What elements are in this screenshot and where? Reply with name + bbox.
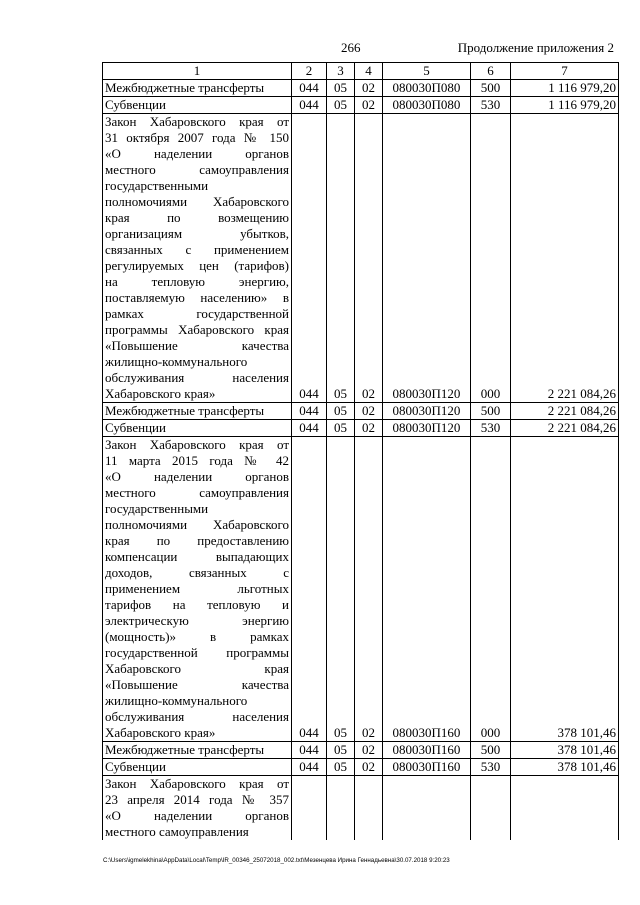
row-name-line: 31 октября 2007 года № 150 (105, 130, 289, 145)
ministry-code: 044 (292, 114, 327, 403)
row-name-line: государственной программы (105, 645, 289, 660)
row-name-line: рамках государственной (105, 306, 289, 321)
ministry-code: 044 (292, 420, 327, 437)
target-article-code: 080030П160 (383, 742, 471, 759)
section-code: 05 (327, 403, 355, 420)
amount: 2 221 084,26 (511, 114, 619, 403)
row-name-line: местного самоуправления (105, 485, 289, 500)
row-name-line: обслуживания населения (105, 709, 289, 724)
row-name-line: на тепловую энергию, (105, 274, 289, 289)
target-article-code: 080030П080 (383, 97, 471, 114)
column-header: 4 (355, 63, 383, 80)
row-name-line: организациям убытков, (105, 226, 289, 241)
row-name-line: применением льготных (105, 581, 289, 596)
amount: 1 116 979,20 (511, 97, 619, 114)
column-header: 7 (511, 63, 619, 80)
subsection-code: 02 (355, 437, 383, 742)
row-name-line: полномочиями Хабаровского (105, 517, 289, 532)
subsection-code: 02 (355, 759, 383, 776)
ministry-code: 044 (292, 759, 327, 776)
column-header: 6 (471, 63, 511, 80)
row-name-line: полномочиями Хабаровского (105, 194, 289, 209)
row-name-line: «Повышение качества (105, 677, 289, 692)
row-name-line: Хабаровского края (105, 661, 289, 676)
row-name: Межбюджетные трансферты (103, 80, 292, 97)
table-row (103, 437, 619, 742)
row-name-line: Закон Хабаровского края от (105, 437, 289, 452)
row-name-line: государственными (105, 178, 209, 193)
column-header: 3 (327, 63, 355, 80)
subsection-code: 02 (355, 403, 383, 420)
subsection-code: 02 (355, 742, 383, 759)
row-name: Межбюджетные трансферты (103, 403, 292, 420)
ministry-code: 044 (292, 742, 327, 759)
expense-type-code: 000 (471, 114, 511, 403)
row-name-line: «О наделении органов (105, 146, 289, 161)
row-name-line: Хабаровского края» (105, 725, 216, 740)
table-row (103, 97, 619, 114)
column-header: 2 (292, 63, 327, 80)
row-name-line: края по предоставлению (105, 533, 289, 548)
row-name: Субвенции (103, 759, 292, 776)
row-name (103, 114, 292, 403)
row-name-line: поставляемую населению» в (105, 290, 289, 305)
row-name-line: обслуживания населения (105, 370, 289, 385)
row-name: Субвенции (103, 97, 292, 114)
expense-type-code: 500 (471, 742, 511, 759)
expense-type-code: 530 (471, 97, 511, 114)
page-number: 266 (341, 40, 361, 55)
row-name-line: программы Хабаровского края (105, 322, 289, 337)
row-name-line: 11 марта 2015 года № 42 (105, 453, 289, 468)
ministry-code: 044 (292, 437, 327, 742)
row-name-line: тарифов на тепловую и (105, 597, 289, 612)
amount: 1 116 979,20 (511, 80, 619, 97)
target-article-code: 080030П120 (383, 420, 471, 437)
table-row (103, 403, 619, 420)
row-name-line: государственными (105, 501, 209, 516)
amount: 378 101,46 (511, 759, 619, 776)
budget-table (102, 62, 619, 840)
expense-type-code: 500 (471, 80, 511, 97)
continuation-label: Продолжение приложения 2 (457, 40, 614, 55)
subsection-code: 02 (355, 114, 383, 403)
amount: 378 101,46 (511, 437, 619, 742)
expense-type-code (471, 776, 511, 841)
row-name-line: края по возмещению (105, 210, 289, 225)
target-article-code (383, 776, 471, 841)
row-name-line: доходов, связанных с (105, 565, 289, 580)
row-name-line: «Повышение качества (105, 338, 289, 353)
amount: 378 101,46 (511, 742, 619, 759)
amount (511, 776, 619, 841)
row-name-line: «О наделении органов (105, 469, 289, 484)
target-article-code: 080030П120 (383, 114, 471, 403)
row-name: Межбюджетные трансферты (103, 742, 292, 759)
target-article-code: 080030П160 (383, 437, 471, 742)
section-code: 05 (327, 759, 355, 776)
table-header-row (103, 63, 619, 80)
row-name-line: компенсации выпадающих (105, 549, 289, 564)
table-row (103, 776, 619, 841)
ministry-code (292, 776, 327, 841)
amount: 2 221 084,26 (511, 420, 619, 437)
row-name-line: жилищно-коммунального (105, 693, 248, 708)
row-name-line: электрическую энергию (105, 613, 289, 628)
table-row (103, 420, 619, 437)
subsection-code: 02 (355, 420, 383, 437)
row-name: Субвенции (103, 420, 292, 437)
row-name-line: (мощность)» в рамках (105, 629, 289, 644)
subsection-code: 02 (355, 80, 383, 97)
table-row (103, 759, 619, 776)
row-name-line: жилищно-коммунального (105, 354, 248, 369)
amount: 2 221 084,26 (511, 403, 619, 420)
expense-type-code: 000 (471, 437, 511, 742)
row-name-line: Закон Хабаровского края от (105, 114, 289, 129)
row-name-line: Закон Хабаровского края от (105, 776, 289, 791)
row-name (103, 776, 292, 841)
row-name-line: «О наделении органов (105, 808, 289, 823)
target-article-code: 080030П120 (383, 403, 471, 420)
row-name-line: связанных с применением (105, 242, 289, 257)
row-name (103, 437, 292, 742)
ministry-code: 044 (292, 403, 327, 420)
target-article-code: 080030П160 (383, 759, 471, 776)
section-code (327, 776, 355, 841)
file-path-footer: C:\Users\igmelekhina\AppData\Local\Temp\IR_00346_25072018_002.txt\Мезенцева Ирина Геннадьевна\30.07.2018 9:20:23 (103, 857, 450, 864)
table-row (103, 742, 619, 759)
table-row (103, 114, 619, 403)
expense-type-code: 530 (471, 759, 511, 776)
section-code: 05 (327, 437, 355, 742)
expense-type-code: 500 (471, 403, 511, 420)
section-code: 05 (327, 420, 355, 437)
row-name-line: местного самоуправления (105, 162, 289, 177)
column-header: 5 (383, 63, 471, 80)
section-code: 05 (327, 114, 355, 403)
table-row (103, 80, 619, 97)
target-article-code: 080030П080 (383, 80, 471, 97)
subsection-code: 02 (355, 97, 383, 114)
subsection-code (355, 776, 383, 841)
row-name-line: 23 апреля 2014 года № 357 (105, 792, 289, 807)
ministry-code: 044 (292, 80, 327, 97)
section-code: 05 (327, 97, 355, 114)
table-body (103, 80, 619, 841)
ministry-code: 044 (292, 97, 327, 114)
column-header: 1 (103, 63, 292, 80)
section-code: 05 (327, 80, 355, 97)
section-code: 05 (327, 742, 355, 759)
expense-type-code: 530 (471, 420, 511, 437)
row-name-line: Хабаровского края» (105, 386, 216, 401)
row-name-line: регулируемых цен (тарифов) (105, 258, 289, 273)
row-name-line: местного самоуправления (105, 824, 249, 839)
